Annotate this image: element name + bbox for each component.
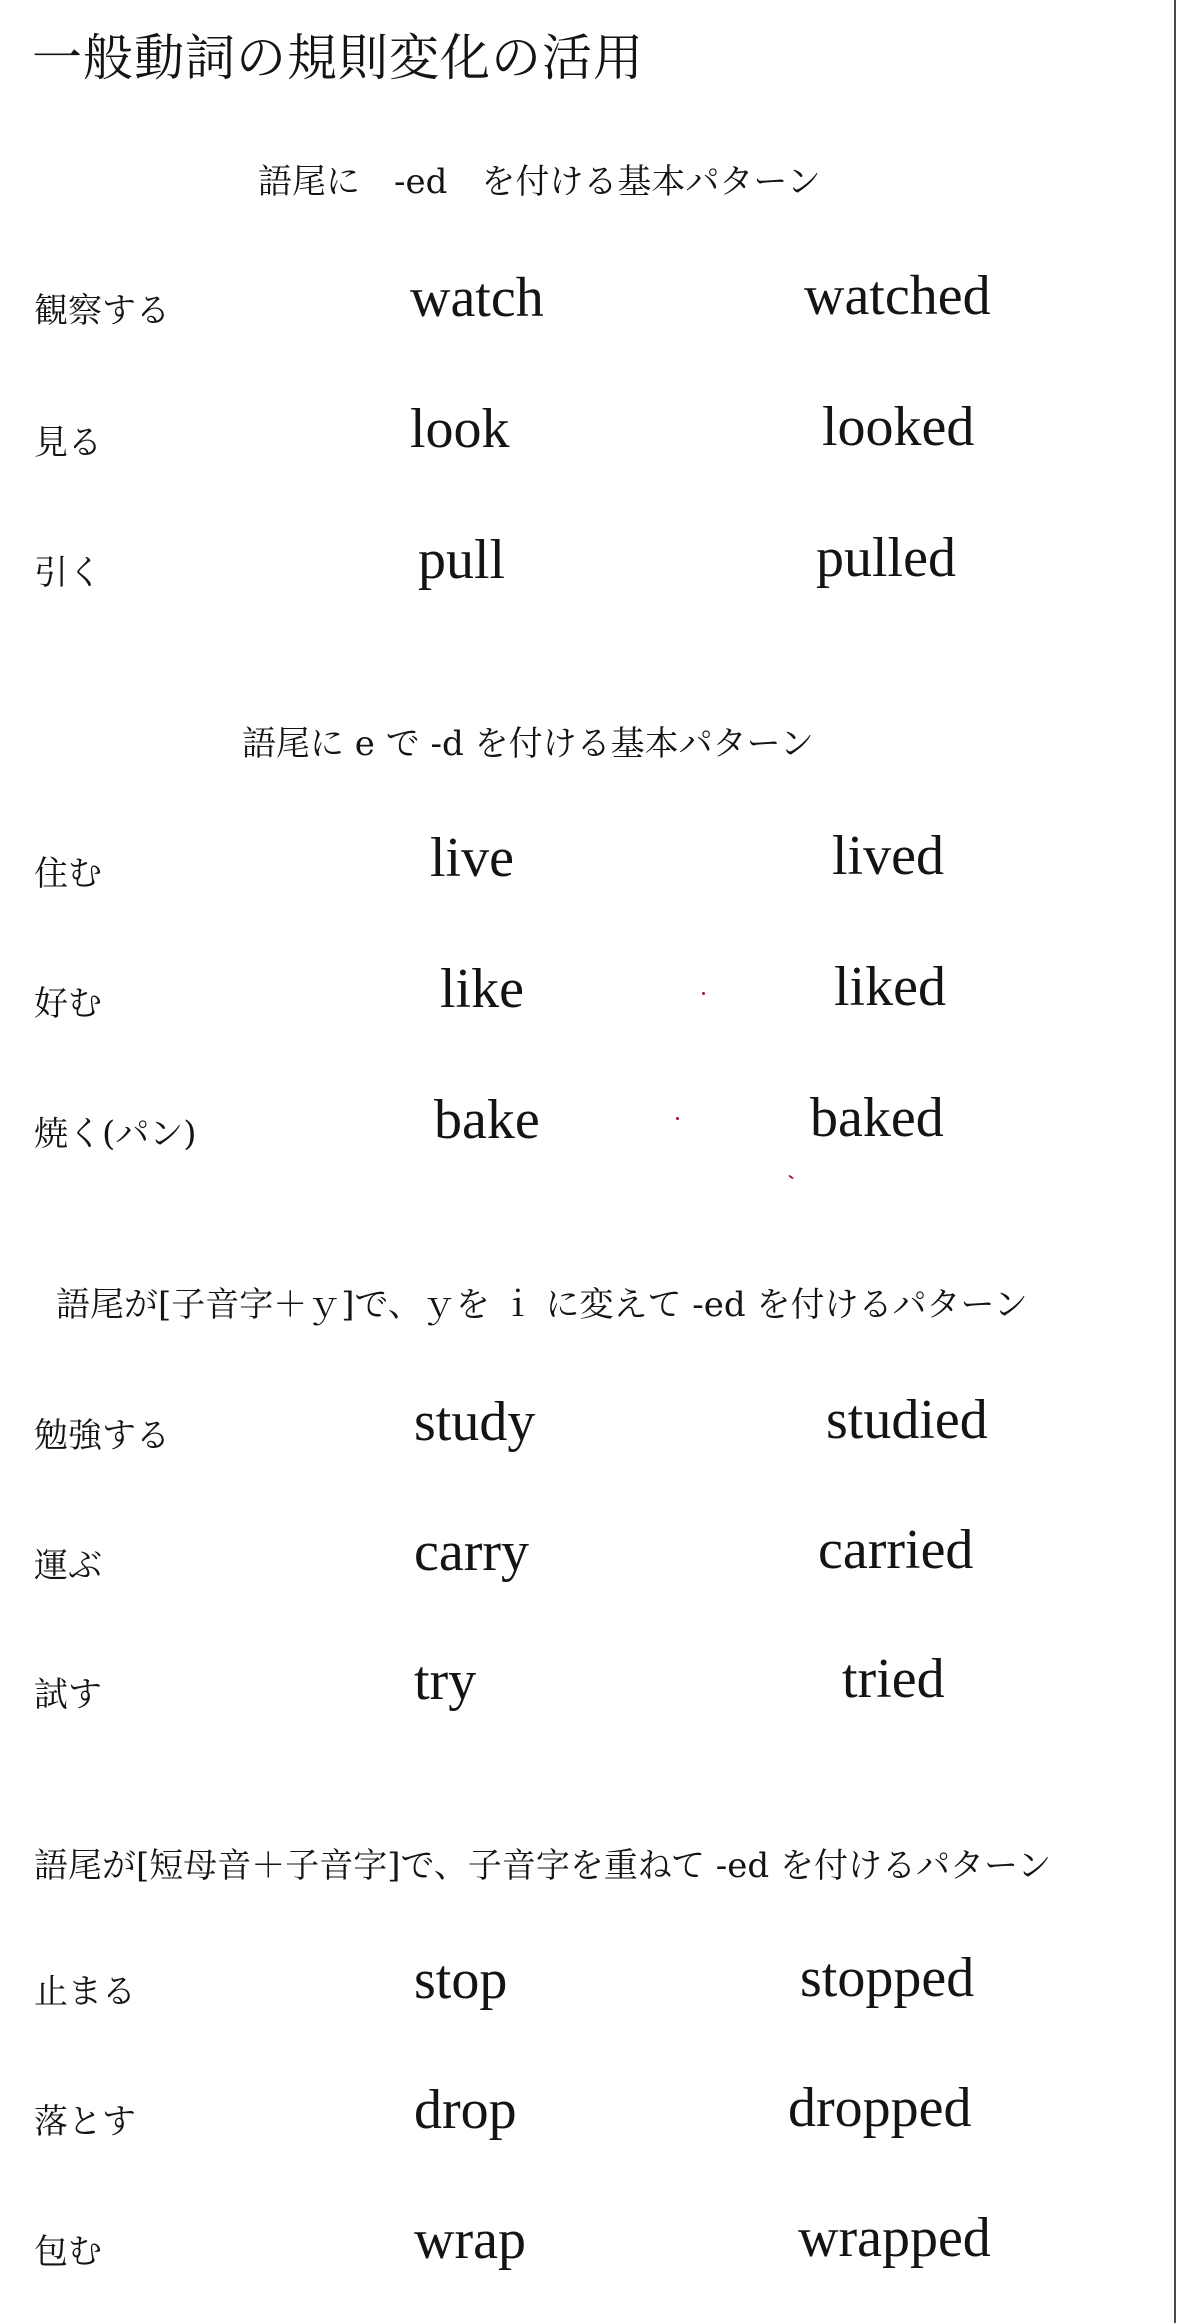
section-heading-ed: 語尾に -ed を付ける基本パターン (258, 162, 821, 202)
base-form: watch (410, 267, 544, 329)
scan-speck (702, 992, 705, 995)
past-form: looked (822, 396, 975, 458)
base-form: pull (418, 529, 506, 591)
past-form: stopped (800, 1947, 975, 2009)
past-form: liked (834, 956, 946, 1018)
scan-speck (788, 1174, 794, 1179)
base-form: try (414, 1650, 477, 1712)
past-form: baked (810, 1087, 944, 1149)
section-heading-e-d: 語尾に e で -d を付ける基本パターン (242, 724, 814, 764)
japanese-meaning: 止まる (34, 1972, 136, 2012)
japanese-meaning: 住む (34, 854, 102, 894)
page-title: 一般動詞の規則変化の活用 (32, 29, 644, 87)
japanese-meaning: 見る (34, 423, 102, 463)
base-form: bake (434, 1089, 540, 1151)
japanese-meaning: 好む (34, 984, 102, 1024)
scan-speck (676, 1117, 679, 1120)
japanese-meaning: 引く (34, 553, 102, 593)
japanese-meaning: 焼く(パン) (34, 1114, 197, 1154)
past-form: dropped (788, 2077, 972, 2139)
japanese-meaning: 包む (34, 2232, 102, 2272)
past-form: studied (826, 1389, 988, 1451)
past-form: lived (832, 825, 944, 887)
page-edge-line (1174, 0, 1176, 2323)
japanese-meaning: 運ぶ (34, 1546, 102, 1586)
section-heading-y-to-i: 語尾が[子音字＋ｙ]で、ｙを ｉ に変えて -ed を付けるパターン (56, 1285, 1028, 1325)
japanese-meaning: 落とす (34, 2102, 136, 2142)
past-form: carried (818, 1519, 974, 1581)
past-form: pulled (816, 527, 956, 589)
base-form: carry (414, 1521, 530, 1583)
base-form: look (410, 398, 510, 460)
base-form: wrap (414, 2209, 526, 2271)
base-form: live (430, 827, 514, 889)
japanese-meaning: 勉強する (34, 1416, 170, 1456)
japanese-meaning: 観察する (34, 291, 170, 331)
base-form: study (414, 1391, 536, 1453)
base-form: stop (414, 1949, 508, 2011)
past-form: tried (842, 1648, 945, 1710)
section-heading-double-consonant: 語尾が[短母音＋子音字]で、子音字を重ねて -ed を付けるパターン (34, 1846, 1052, 1886)
base-form: drop (414, 2079, 517, 2141)
japanese-meaning: 試す (34, 1675, 102, 1715)
past-form: wrapped (798, 2207, 991, 2269)
past-form: watched (804, 265, 991, 327)
base-form: like (440, 958, 524, 1020)
